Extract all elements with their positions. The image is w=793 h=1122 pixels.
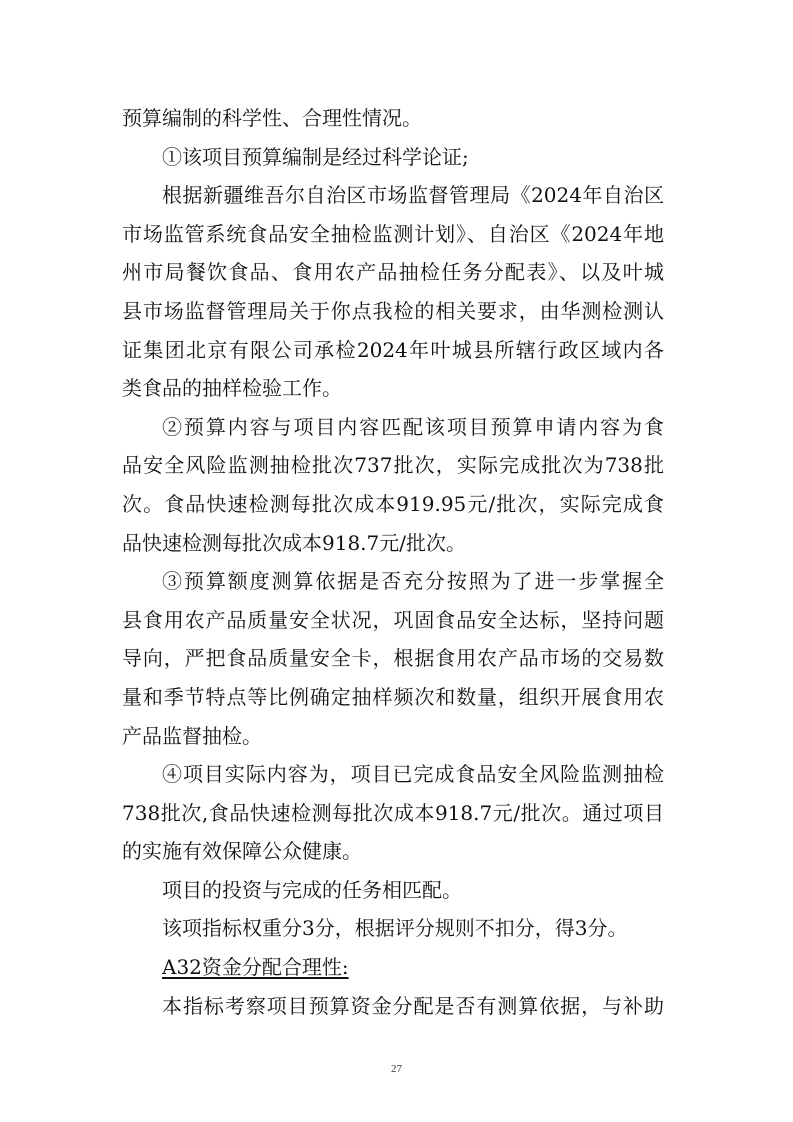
text-line: 该项指标权重分3分，根据评分规则不扣分，得3分。 [162, 916, 628, 941]
text-line: 项目的投资与完成的任务相匹配。 [162, 877, 462, 902]
text-line: 品快速检测每批次成本918.7元/批次。 [122, 530, 466, 555]
text-line: 类食品的抽样检验工作。 [122, 376, 342, 401]
text-line: 本指标考察项目预算资金分配是否有测算依据，与补助 [162, 993, 664, 1018]
page-number: 27 [391, 1063, 402, 1075]
text-line: 根据新疆维吾尔自治区市场监督管理局《2024年自治区 [162, 183, 664, 208]
section-heading [122, 948, 664, 987]
text-line: 县市场监督管理局关于你点我检的相关要求，由华测检测认 [122, 298, 664, 323]
text-line: ①该项目预算编制是经过科学论证; [162, 144, 469, 169]
text-line: 州市局餐饮食品、食用农产品抽检任务分配表》、以及叶城 [122, 260, 664, 285]
text-line: 738批次,食品快速检测每批次成本918.7元/批次。通过项目 [122, 800, 664, 825]
text-line: 产品监督抽检。 [122, 723, 262, 748]
text-line: 县食用农产品质量安全状况，巩固食品安全达标，坚持问题 [122, 607, 664, 632]
text-line: 导向，严把食品质量安全卡，根据食用农产品市场的交易数 [122, 646, 664, 671]
text-line: ②预算内容与项目内容匹配该项目预算申请内容为食 [162, 414, 664, 439]
text-line: 次。食品快速检测每批次成本919.95元/批次，实际完成食 [122, 491, 664, 516]
body-text [122, 99, 664, 1025]
text-line: 的实施有效保障公众健康。 [122, 839, 362, 864]
text-line: 量和季节特点等比例确定抽样频次和数量，组织开展食用农 [122, 684, 664, 709]
text-line: 市场监管系统食品安全抽检监测计划》、自治区《2024年地 [122, 221, 664, 246]
text-line: ④项目实际内容为，项目已完成食品安全风险监测抽检 [162, 762, 664, 787]
text-line: ③预算额度测算依据是否充分按照为了进一步掌握全 [162, 569, 664, 594]
section-heading-text: A32资金分配合理性: [162, 955, 349, 980]
text-line: 预算编制的科学性、合理性情况。 [122, 106, 422, 130]
text-line: 证集团北京有限公司承检2024年叶城县所辖行政区域内各 [122, 337, 664, 362]
text-line: 品安全风险监测抽检批次737批次，实际完成批次为738批 [122, 453, 664, 478]
